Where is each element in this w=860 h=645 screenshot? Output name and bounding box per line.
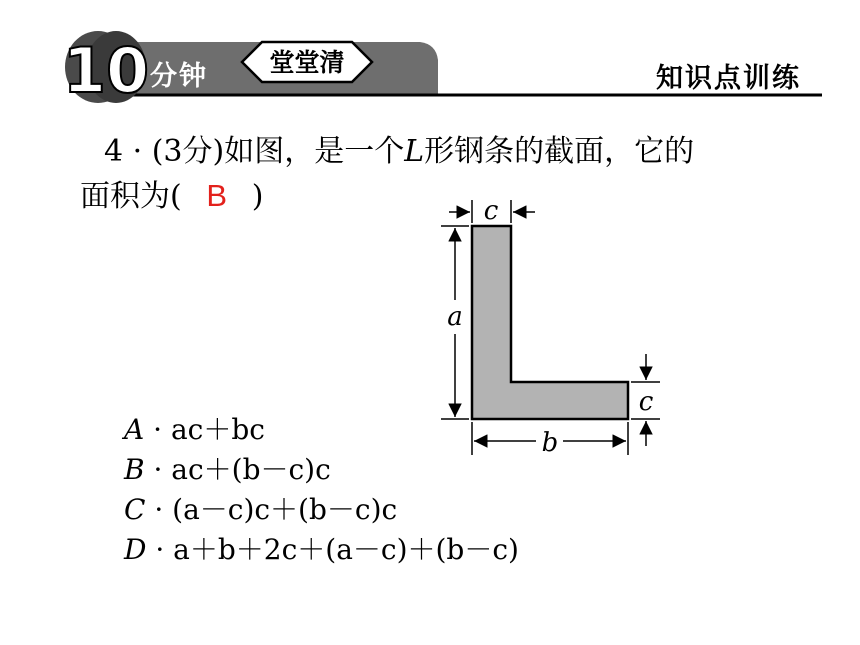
option-b: B · ac＋(b－c)c (124, 453, 331, 486)
option-letter: C (124, 493, 146, 526)
header-left-title: 分钟 (150, 61, 208, 92)
option-text: ac＋bc (170, 413, 265, 446)
option-letter: A (124, 413, 145, 446)
label-left-a: a (447, 302, 463, 332)
question-italic-letter: L (404, 134, 425, 169)
option-a: A · ac＋bc (124, 413, 265, 446)
option-text: a＋b＋2c＋(a－c)＋(b－c) (173, 533, 519, 566)
option-d: D · a＋b＋2c＋(a－c)＋(b－c) (124, 533, 519, 566)
question-line2-prefix: 面积为( (80, 179, 182, 214)
seal-icon (242, 42, 372, 82)
header-right-title: 知识点训练 (656, 63, 801, 94)
label-right-c: c (638, 387, 654, 417)
question-text-a: 如图，是一个 (224, 134, 405, 169)
question-line-1 (80, 130, 780, 174)
l-shape (472, 226, 628, 419)
badge-10-icon (63, 31, 149, 107)
svg-text:10: 10 (62, 34, 150, 107)
option-c: C · (a－c)c＋(b－c)c (124, 493, 398, 526)
answer-text: B (206, 178, 228, 213)
option-letter: D (124, 533, 147, 566)
question-text-b: 形钢条的截面，它的 (424, 134, 695, 169)
label-top-c: c (483, 198, 499, 226)
option-letter: B (124, 453, 145, 486)
question-number: 4 (104, 134, 124, 169)
middle-dot: · (123, 134, 152, 169)
label-bottom-b: b (541, 428, 559, 458)
question-line2-suffix: ) (251, 179, 264, 214)
svg-text:堂堂清: 堂堂清 (269, 48, 345, 77)
option-text: (a－c)c＋(b－c)c (172, 493, 398, 526)
option-text: ac＋(b－c)c (171, 453, 331, 486)
question-points: (3分) (151, 134, 225, 169)
options-list (124, 410, 519, 570)
